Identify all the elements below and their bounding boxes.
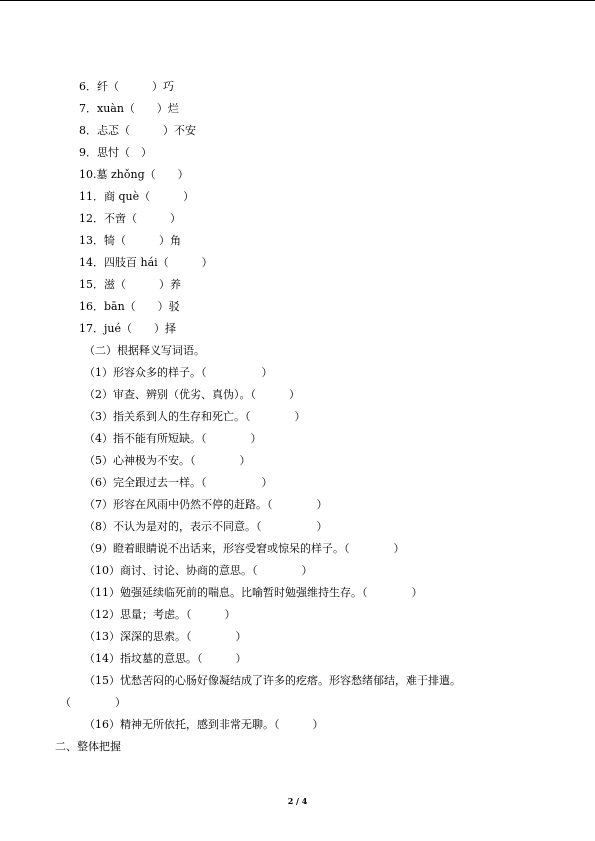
definition-16: （16）精神无所依托，感到非常无聊。（ ） [84,718,324,731]
page-number: 2 / 4 [287,796,308,806]
item-9: 9．思忖（ ） [79,146,152,159]
definition-11: （11）勉强延续临死前的喘息。比喻暂时勉强维持生存。（ ） [84,586,423,599]
item-13: 13．犄（ ）角 [79,234,181,247]
definition-1: （1）形容众多的样子。（ ） [84,366,273,379]
definition-2: （2）审查、辨别（优劣、真伪）。（ ） [84,388,300,401]
definition-15-blank: （ ） [60,696,126,709]
definition-14: （14）指坟墓的意思。（ ） [84,652,247,665]
definition-8: （8）不认为是对的，表示不同意。（ ） [84,520,328,533]
definition-4: （4）指不能有所短缺。（ ） [84,432,262,445]
definition-7: （7）形容在风雨中仍然不停的赶路。（ ） [84,498,328,511]
item-6: 6．纤（ ）巧 [79,80,174,93]
definition-10: （10）商讨、讨论、协商的意思。（ ） [84,564,313,577]
item-17: 17．jué（ ）择 [79,322,177,335]
page-top-border [0,0,595,1]
item-14: 14．四肢百 hái（ ） [79,256,213,269]
item-10: 10.墓 zhǒng（ ） [79,168,189,181]
item-8: 8．忐忑（ ）不安 [79,124,196,137]
definition-9: （9）瞪着眼睛说不出话来，形容受窘或惊呆的样子。（ ） [84,542,405,555]
definition-13: （13）深深的思索。（ ） [84,630,247,643]
definition-3: （3）指关系到人的生存和死亡。（ ） [84,410,306,423]
item-15: 15．滋（ ）养 [79,278,181,291]
item-12: 12．不啻（ ） [79,212,181,225]
definition-5: （5）心神极为不安。（ ） [84,454,251,467]
definition-12: （12）思量；考虑。（ ） [84,608,236,621]
item-16: 16．bān（ ）驳 [79,300,180,313]
definition-6: （6）完全跟过去一样。（ ） [84,476,273,489]
part-heading: 二、整体把握 [55,740,121,753]
section-heading: （二）根据释义写词语。 [84,344,205,357]
item-11: 11．商 què（ ） [79,190,195,203]
item-7: 7．xuàn（ ）烂 [79,102,179,115]
definition-15: （15）忧愁苦闷的心肠好像凝结成了许多的疙瘩。形容愁绪郁结，难于排遣。 [84,674,461,687]
